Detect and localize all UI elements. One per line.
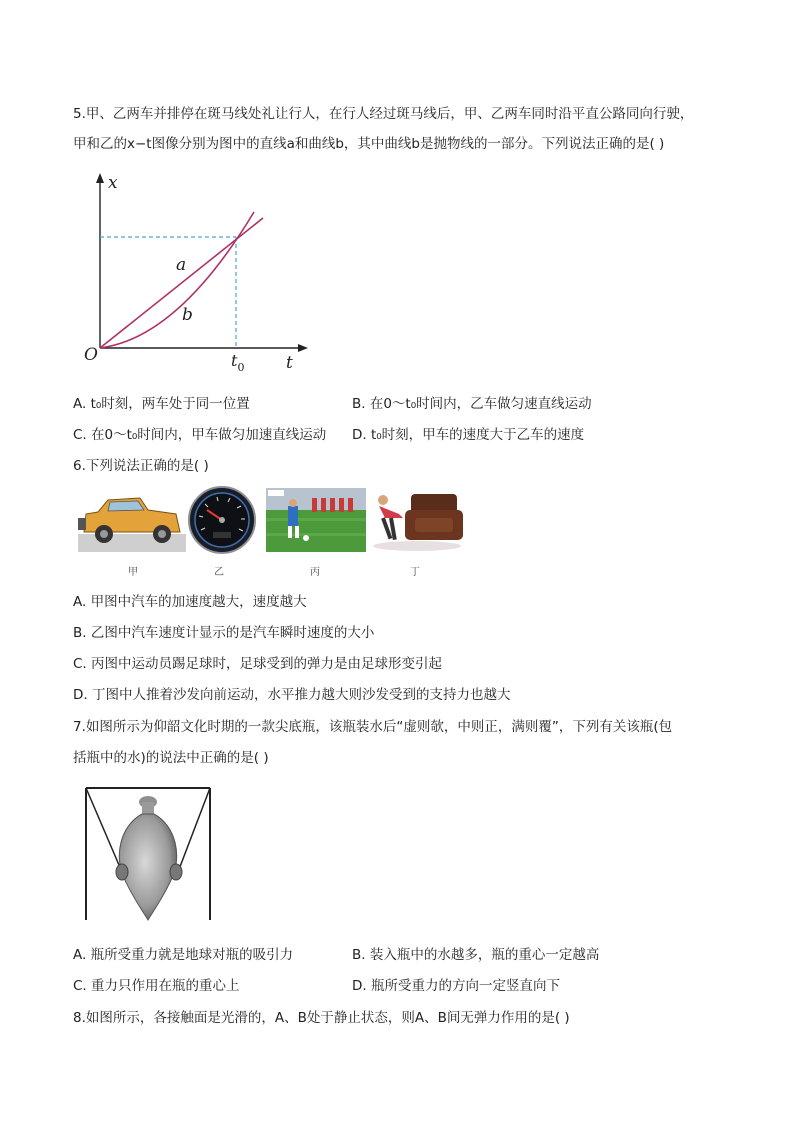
t0-label: $t_0$ xyxy=(231,351,245,374)
q6-option-a[interactable]: A. 甲图中汽车的加速度越大，速度越大 xyxy=(73,594,307,610)
q5-option-b[interactable]: B. 在0～t₀时间内，乙车做匀速直线运动 xyxy=(352,396,592,412)
q6-caption-bing: 丙 xyxy=(310,567,320,578)
q5-xt-graph xyxy=(78,170,318,375)
q7-pointed-bottom-vase-image xyxy=(84,786,212,922)
x-axis-arrow xyxy=(298,344,308,352)
q6-stem: 6.下列说法正确的是( ) xyxy=(73,458,209,474)
label-b: b xyxy=(182,305,193,325)
curve-b xyxy=(100,212,254,348)
q5-option-d[interactable]: D. t₀时刻，甲车的速度大于乙车的速度 xyxy=(352,427,585,443)
q6-option-b[interactable]: B. 乙图中汽车速度计显示的是汽车瞬时速度的大小 xyxy=(73,625,375,641)
q6-image-speedometer xyxy=(187,486,257,554)
q5-stem-line1: 5.甲、乙两车并排停在斑马线处礼让行人，在行人经过斑马线后，甲、乙两车同时沿平直公路同向行驶， xyxy=(73,106,694,122)
q6-caption-yi: 乙 xyxy=(214,567,224,578)
q5-option-a[interactable]: A. t₀时刻，两车处于同一位置 xyxy=(73,396,250,412)
label-a: a xyxy=(176,255,187,275)
q7-stem-line2: 括瓶中的水)的说法中正确的是( ) xyxy=(73,750,269,766)
q7-option-c[interactable]: C. 重力只作用在瓶的重心上 xyxy=(73,978,240,994)
q5-stem-line2: 甲和乙的x−t图像分别为图中的直线a和曲线b，其中曲线b是抛物线的一部分。下列说法正确的是( ) xyxy=(73,136,665,152)
q7-option-b[interactable]: B. 装入瓶中的水越多，瓶的重心一定越高 xyxy=(352,947,600,963)
q8-stem: 8.如图所示，各接触面是光滑的，A、B处于静止状态，则A、B间无弹力作用的是( ) xyxy=(73,1010,570,1026)
x-axis-label: t xyxy=(286,353,293,373)
q6-image-sofa xyxy=(369,488,465,552)
q7-stem-line1: 7.如图所示为仰韶文化时期的一款尖底瓶，该瓶装水后“虚则欹，中则正，满则覆”，下列有关该瓶(包 xyxy=(73,719,673,735)
q6-caption-ding: 丁 xyxy=(410,567,420,578)
y-axis-arrow xyxy=(96,173,104,183)
origin-label: O xyxy=(84,345,98,365)
q6-option-c[interactable]: C. 丙图中运动员踢足球时，足球受到的弹力是由足球形变引起 xyxy=(73,656,443,672)
q6-option-d[interactable]: D. 丁图中人推着沙发向前运动，水平推力越大则沙发受到的支持力也越大 xyxy=(73,687,511,703)
q7-option-d[interactable]: D. 瓶所受重力的方向一定竖直向下 xyxy=(352,978,560,994)
q6-image-car xyxy=(78,488,186,552)
q5-option-c[interactable]: C. 在0～t₀时间内，甲车做匀加速直线运动 xyxy=(73,427,327,443)
q7-option-a[interactable]: A. 瓶所受重力就是地球对瓶的吸引力 xyxy=(73,947,294,963)
q6-image-football xyxy=(266,488,366,552)
q6-caption-jia: 甲 xyxy=(128,567,138,578)
y-axis-label: x xyxy=(108,173,118,193)
